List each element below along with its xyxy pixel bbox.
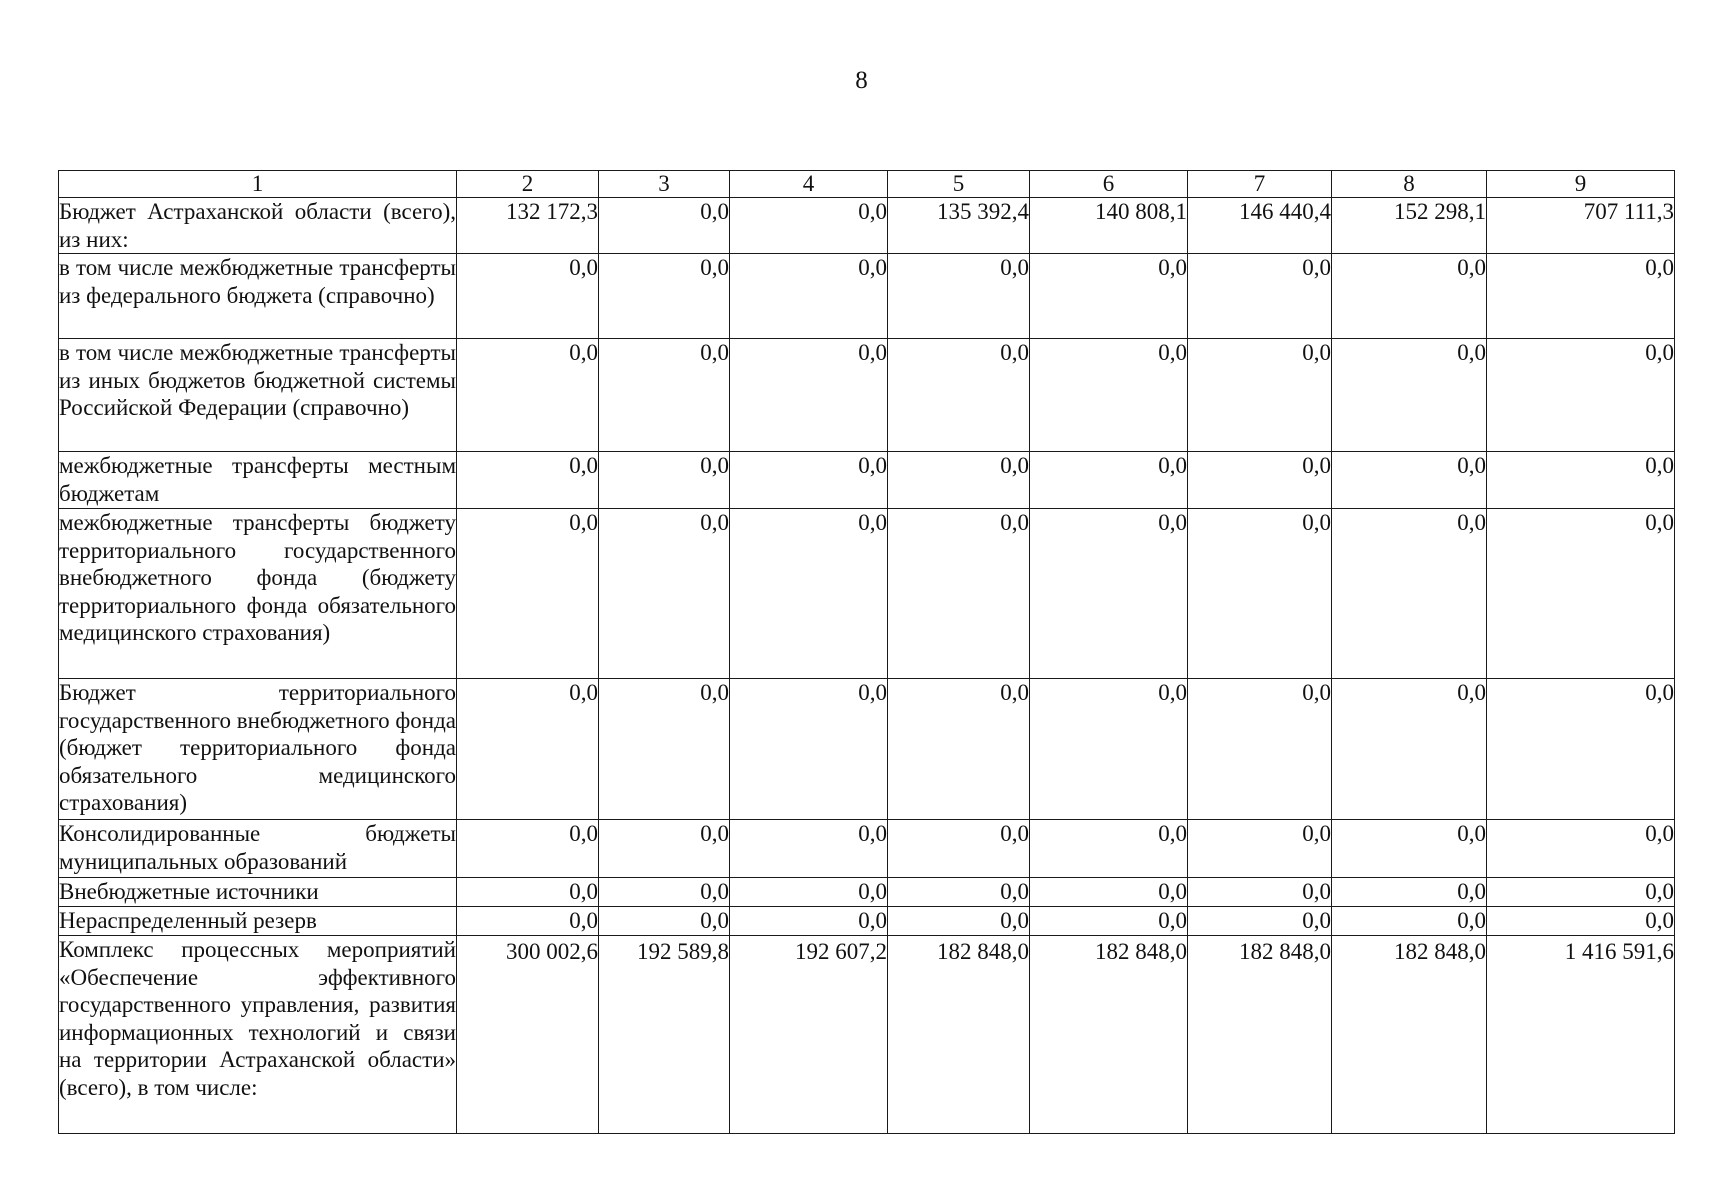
table-cell: 0,0	[599, 254, 730, 339]
table-cell: 0,0	[457, 820, 599, 878]
table-cell: 0,0	[730, 878, 888, 907]
table-cell: 0,0	[457, 907, 599, 936]
column-header: 2	[457, 171, 599, 198]
table-cell: 0,0	[599, 907, 730, 936]
table-cell: 152 298,1	[1332, 198, 1487, 254]
table-cell: 1 416 591,6	[1487, 936, 1675, 1134]
table-cell: 140 808,1	[1030, 198, 1188, 254]
table-cell: 0,0	[1030, 339, 1188, 452]
table-cell: 0,0	[457, 679, 599, 820]
table-cell: 0,0	[1188, 679, 1332, 820]
table-cell: 0,0	[888, 452, 1030, 509]
table-cell: 0,0	[888, 907, 1030, 936]
table-cell: 192 589,8	[599, 936, 730, 1134]
table-cell: 146 440,4	[1188, 198, 1332, 254]
column-header: 7	[1188, 171, 1332, 198]
row-label: Консолидированные бюджеты муниципальных образований	[59, 820, 457, 878]
table-cell: 0,0	[1188, 907, 1332, 936]
table-row	[59, 509, 1675, 679]
column-header: 6	[1030, 171, 1188, 198]
table-row	[59, 339, 1675, 452]
row-label: Внебюджетные источники	[59, 878, 457, 907]
table-cell: 0,0	[1030, 878, 1188, 907]
table-cell: 0,0	[1030, 254, 1188, 339]
table-cell: 0,0	[599, 339, 730, 452]
table-cell: 0,0	[1487, 509, 1675, 679]
column-header: 1	[59, 171, 457, 198]
table-cell: 0,0	[1188, 509, 1332, 679]
table-cell: 0,0	[1030, 820, 1188, 878]
table-cell: 0,0	[1332, 878, 1487, 907]
table-cell: 0,0	[457, 254, 599, 339]
table-row	[59, 452, 1675, 509]
table-cell: 0,0	[730, 509, 888, 679]
table-cell: 0,0	[1332, 339, 1487, 452]
table-cell: 0,0	[1188, 878, 1332, 907]
table-cell: 300 002,6	[457, 936, 599, 1134]
table-cell: 0,0	[730, 679, 888, 820]
table-cell: 0,0	[1332, 509, 1487, 679]
row-label: межбюджетные трансферты бюджету территориального государственного внебюджетного фонда (бюджету территориального фонда обязательного медицинского страхования)	[59, 509, 457, 679]
table-cell: 0,0	[1030, 509, 1188, 679]
table-cell: 0,0	[1487, 679, 1675, 820]
table-row	[59, 254, 1675, 339]
table-cell: 0,0	[1487, 339, 1675, 452]
table-cell: 0,0	[599, 509, 730, 679]
table-cell: 0,0	[599, 679, 730, 820]
table-cell: 0,0	[599, 820, 730, 878]
table-cell: 0,0	[888, 878, 1030, 907]
header-row	[59, 171, 1675, 198]
table-cell: 0,0	[730, 907, 888, 936]
table-cell: 0,0	[599, 878, 730, 907]
table-cell: 0,0	[1332, 820, 1487, 878]
table-cell: 0,0	[888, 679, 1030, 820]
column-header: 3	[599, 171, 730, 198]
row-label: в том числе межбюджетные трансферты из иных бюджетов бюджетной системы Российской Федерации (справочно)	[59, 339, 457, 452]
table-cell: 0,0	[888, 254, 1030, 339]
table-cell: 0,0	[1487, 452, 1675, 509]
table-cell: 0,0	[888, 339, 1030, 452]
column-header: 8	[1332, 171, 1487, 198]
table-cell: 0,0	[730, 254, 888, 339]
table-cell: 0,0	[1487, 254, 1675, 339]
table-cell: 0,0	[1030, 452, 1188, 509]
table-cell: 0,0	[457, 339, 599, 452]
table-cell: 0,0	[599, 198, 730, 254]
table-cell: 0,0	[888, 509, 1030, 679]
table-row	[59, 820, 1675, 878]
column-header: 5	[888, 171, 1030, 198]
table-cell: 0,0	[457, 452, 599, 509]
row-label: Комплекс процессных мероприятий «Обеспечение эффективного государственного управления, развития информационных технологий и связи на территории Астраханской области» (всего), в том числе:	[59, 936, 457, 1134]
table-cell: 0,0	[1487, 820, 1675, 878]
column-header: 9	[1487, 171, 1675, 198]
row-label: в том числе межбюджетные трансферты из федерального бюджета (справочно)	[59, 254, 457, 339]
table-cell: 182 848,0	[1332, 936, 1487, 1134]
row-label: межбюджетные трансферты местным бюджетам	[59, 452, 457, 509]
table-cell: 0,0	[1332, 452, 1487, 509]
table-cell: 0,0	[1487, 907, 1675, 936]
budget-table	[58, 170, 1675, 1134]
table-cell: 0,0	[1332, 254, 1487, 339]
table-cell: 0,0	[730, 339, 888, 452]
table-cell: 0,0	[730, 198, 888, 254]
table-cell: 0,0	[1030, 907, 1188, 936]
table-row	[59, 679, 1675, 820]
table-row	[59, 907, 1675, 936]
table-cell: 182 848,0	[888, 936, 1030, 1134]
table-cell: 0,0	[1188, 820, 1332, 878]
table-cell: 132 172,3	[457, 198, 599, 254]
table-cell: 0,0	[1332, 679, 1487, 820]
table-cell: 0,0	[1332, 907, 1487, 936]
table-cell: 0,0	[888, 820, 1030, 878]
table-row	[59, 936, 1675, 1134]
row-label: Бюджет территориального государственного внебюджетного фонда (бюджет территориального фонда обязательного медицинского страхования)	[59, 679, 457, 820]
table-cell: 0,0	[457, 878, 599, 907]
page-number: 8	[855, 67, 868, 94]
table-row	[59, 878, 1675, 907]
row-label: Нераспределенный резерв	[59, 907, 457, 936]
table-cell: 182 848,0	[1188, 936, 1332, 1134]
table-cell: 0,0	[1487, 878, 1675, 907]
column-header: 4	[730, 171, 888, 198]
table-cell: 0,0	[730, 820, 888, 878]
table-row	[59, 198, 1675, 254]
table-cell: 192 607,2	[730, 936, 888, 1134]
table-cell: 0,0	[1030, 679, 1188, 820]
table-cell: 182 848,0	[1030, 936, 1188, 1134]
table-cell: 135 392,4	[888, 198, 1030, 254]
table-cell: 0,0	[1188, 254, 1332, 339]
row-label: Бюджет Астраханской области (всего), из них:	[59, 199, 456, 252]
table-cell: 0,0	[730, 452, 888, 509]
table-cell: 0,0	[1188, 339, 1332, 452]
table-cell: 0,0	[1188, 452, 1332, 509]
table-cell: 707 111,3	[1487, 198, 1675, 254]
table-cell: 0,0	[599, 452, 730, 509]
table-cell: 0,0	[457, 509, 599, 679]
